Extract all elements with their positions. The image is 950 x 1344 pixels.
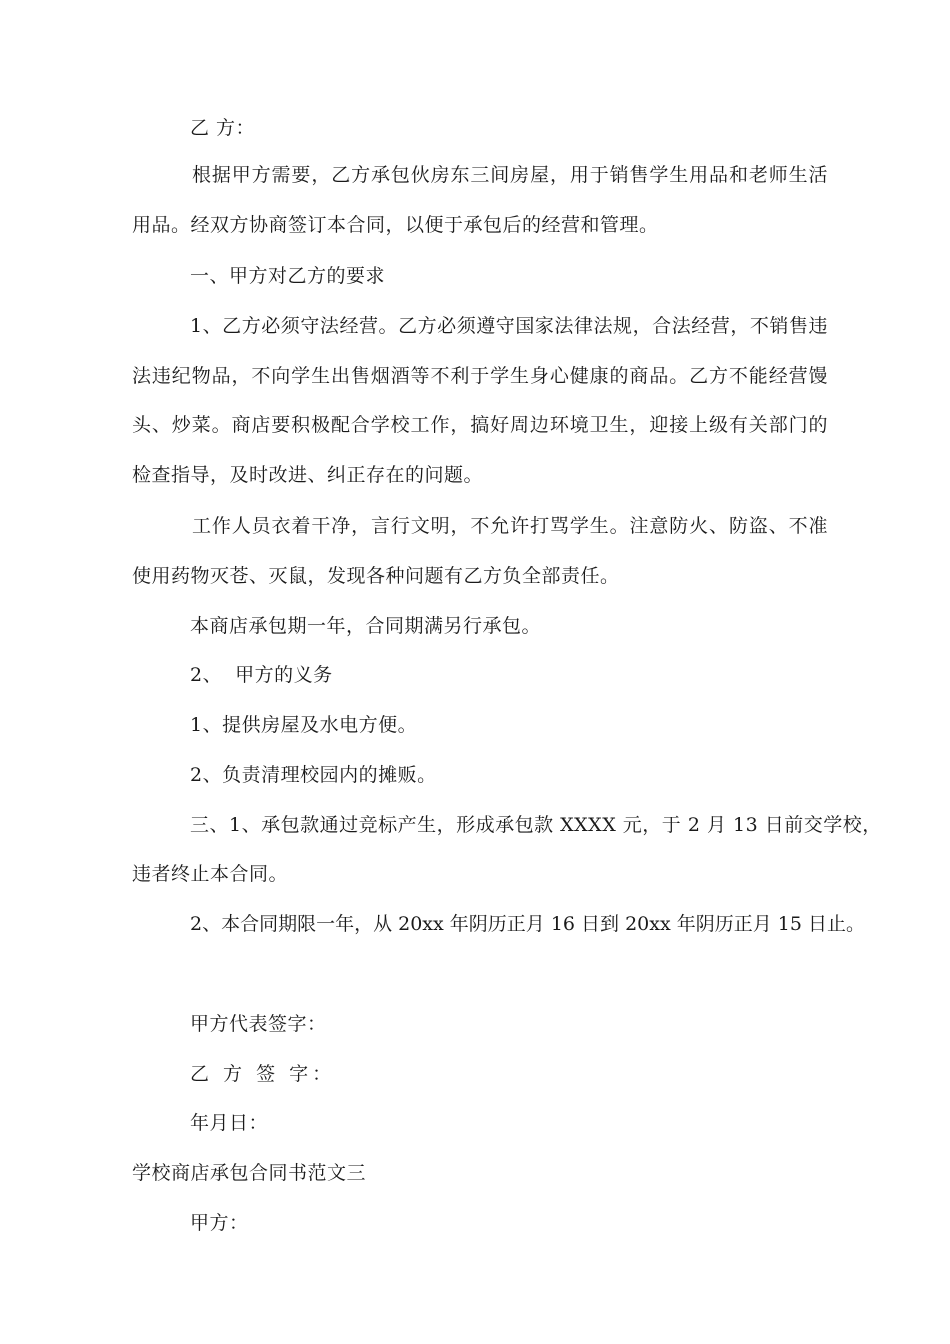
party-b-label: 乙 方： — [190, 117, 256, 139]
paragraph-line: 根据甲方需要，乙方承包伙房东三间房屋，用于销售学生用品和老师生活 — [192, 164, 828, 186]
document-section-title: 学校商店承包合同书范文三 — [132, 1162, 367, 1184]
list-item: 2、负责清理校园内的摊贩。 — [190, 764, 437, 786]
paragraph-line: 法违纪物品，不向学生出售烟酒等不利于学生身心健康的商品。乙方不能经营馒 — [132, 365, 828, 387]
paragraph-line: 检查指导，及时改进、纠正存在的问题。 — [132, 464, 484, 486]
paragraph-line: 头、炒菜。商店要积极配合学校工作，搞好周边环境卫生，迎接上级有关部门的 — [132, 414, 828, 436]
section-heading: 2、 甲方的义务 — [190, 664, 333, 686]
party-a-label: 甲方： — [190, 1212, 249, 1234]
paragraph-line: 用品。经双方协商签订本合同，以便于承包后的经营和管理。 — [132, 214, 659, 236]
list-item: 1、提供房屋及水电方便。 — [190, 714, 418, 736]
paragraph-line: 三、1、承包款通过竞标产生，形成承包款 XXXX 元，于 2 月 13 日前交学校， — [190, 814, 882, 836]
signature-party-b: 乙 方 签 字： — [190, 1063, 336, 1085]
paragraph-line: 使用药物灭苍、灭鼠，发现各种问题有乙方负全部责任。 — [132, 565, 620, 587]
paragraph-line: 2、本合同期限一年，从 20xx 年阴历正月 16 日到 20xx 年阴历正月 15 日止。 — [190, 913, 865, 935]
date-label: 年月日： — [190, 1112, 269, 1134]
paragraph-line: 1、乙方必须守法经营。乙方必须遵守国家法律法规，合法经营，不销售违 — [190, 315, 828, 337]
paragraph-line: 本商店承包期一年，合同期满另行承包。 — [190, 615, 542, 637]
section-heading: 一、甲方对乙方的要求 — [190, 265, 386, 287]
signature-party-a: 甲方代表签字： — [190, 1013, 327, 1035]
paragraph-line: 违者终止本合同。 — [132, 863, 289, 885]
paragraph-line: 工作人员衣着干净，言行文明，不允许打骂学生。注意防火、防盗、不准 — [192, 515, 828, 537]
